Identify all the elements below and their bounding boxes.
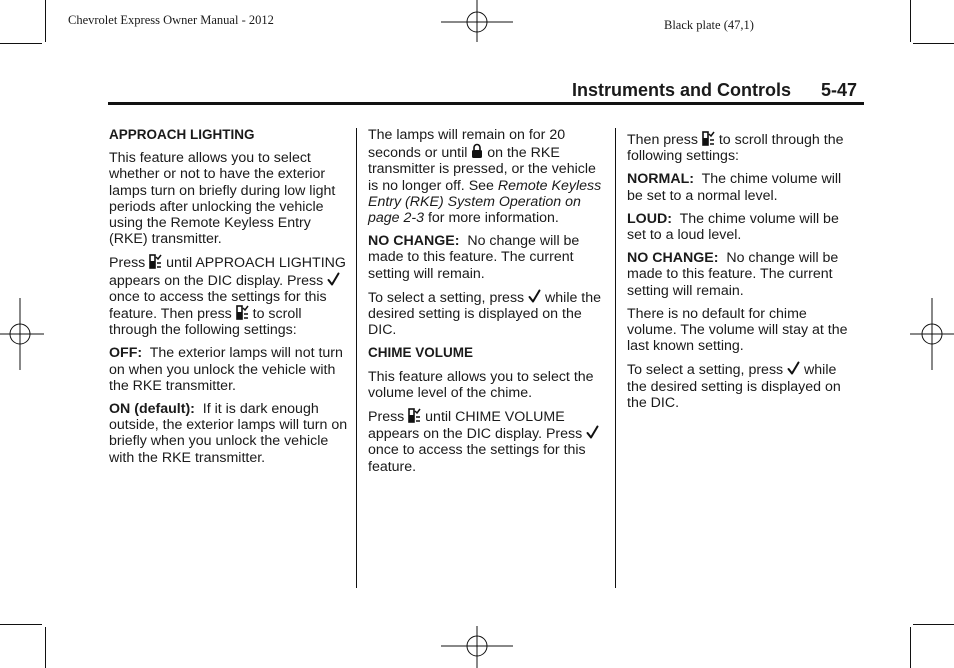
column-1 (109, 127, 349, 473)
paragraph (368, 289, 608, 339)
text-run: while the desired setting is displayed on the DIC. (627, 362, 841, 411)
text-run: The lamps will remain on for 20 seconds or until (368, 127, 566, 162)
option-label: LOUD: (627, 210, 672, 227)
section-title: Instruments and Controls (572, 80, 792, 100)
column-divider (615, 128, 616, 588)
dic-menu-icon (149, 254, 162, 269)
crop-mark (0, 624, 42, 625)
paragraph (109, 254, 349, 338)
section-header (572, 80, 857, 101)
column-2 (368, 127, 608, 482)
text-run: on the RKE transmitter is pressed, or the vehicle is no longer off. See (368, 145, 596, 194)
paragraph (109, 345, 349, 394)
text-run: Press (109, 255, 150, 272)
paragraph (627, 250, 859, 299)
dic-menu-icon (236, 305, 249, 320)
text-run: once to access the settings for this feature. (368, 442, 586, 475)
text-run: To select a setting, press (368, 289, 529, 306)
header-rule (108, 102, 864, 105)
paragraph: This feature allows you to select whether or not to have the exterior lamps turn on briefly during low light periods after unlocking the vehicle using the Remote Keyless Entry (RKE) transmitter. (109, 150, 336, 248)
dic-menu-icon (702, 131, 715, 146)
crop-mark (45, 627, 46, 668)
column-divider (356, 128, 357, 588)
text-run: Press (368, 409, 409, 426)
option-text: The exterior lamps will not turn on when you unlock the vehicle with the RKE transmitter. (109, 345, 343, 394)
crop-mark (45, 0, 46, 42)
paragraph: This feature allows you to select the volume level of the chime. (368, 368, 594, 401)
cross-reference-link[interactable]: Remote Keyless Entry (RKE) System Operation on page 2‑3 (368, 177, 602, 227)
option-text: No change will be made to this feature. The current setting will remain. (627, 250, 839, 299)
plate-label: Black plate (47,1) (664, 18, 754, 32)
paragraph (368, 408, 608, 475)
text-run: while the desired setting is displayed on the DIC. (368, 289, 602, 339)
checkmark-icon (327, 272, 340, 287)
crop-mark (0, 43, 42, 44)
text-run: for more information. (424, 210, 559, 227)
paragraph (627, 361, 859, 411)
text-run: until APPROACH LIGHTING appears on the DIC display. Press (109, 255, 346, 289)
approach-lighting-heading: APPROACH LIGHTING (109, 127, 255, 142)
option-text: The chime volume will be set to a loud level. (627, 210, 839, 244)
chime-volume-heading: CHIME VOLUME (368, 345, 474, 361)
checkmark-icon (787, 361, 800, 376)
option-label: NO CHANGE: (368, 233, 460, 250)
crop-mark (913, 624, 954, 625)
text-run: to scroll through the following settings: (627, 132, 844, 165)
manual-title: Chevrolet Express Owner Manual - 2012 (68, 13, 274, 27)
paragraph (368, 233, 608, 282)
crop-mark (910, 0, 911, 42)
paragraph (627, 171, 859, 203)
checkmark-icon (586, 425, 599, 440)
crop-mark (913, 43, 954, 44)
option-text: If it is dark enough outside, the exterior lamps will turn on briefly when you unlock the vehicle with the RKE transmitter. (109, 401, 348, 466)
dic-menu-icon (408, 408, 421, 423)
registration-mark-icon (910, 298, 954, 370)
text-run: to scroll through the following settings: (109, 306, 302, 339)
crop-mark (910, 627, 911, 668)
paragraph (109, 401, 349, 466)
paragraph (627, 131, 859, 164)
option-label: NO CHANGE: (627, 250, 719, 267)
option-label: NORMAL: (627, 171, 694, 188)
option-text: The chime volume will be set to a normal level. (627, 171, 842, 204)
option-label: ON (default): (109, 401, 195, 418)
text-run: To select a setting, press (627, 362, 788, 379)
text-run: until CHIME VOLUME appears on the DIC display. Press (368, 409, 587, 443)
text-run: once to access the settings for this feature. Then press (109, 288, 327, 323)
registration-mark-icon (0, 298, 44, 370)
text-run: Then press (627, 132, 702, 148)
option-label: OFF: (109, 345, 143, 362)
paragraph (368, 127, 608, 226)
column-3 (627, 131, 859, 418)
page-number: 5-47 (821, 80, 858, 100)
paragraph: There is no default for chime volume. The volume will stay at the last known setting. (627, 305, 848, 355)
paragraph (627, 211, 859, 243)
registration-mark-icon (441, 0, 513, 42)
lock-icon (471, 143, 483, 159)
option-text: No change will be made to this feature. The current setting will remain. (368, 233, 580, 282)
registration-mark-icon (441, 626, 513, 668)
checkmark-icon (528, 289, 541, 304)
